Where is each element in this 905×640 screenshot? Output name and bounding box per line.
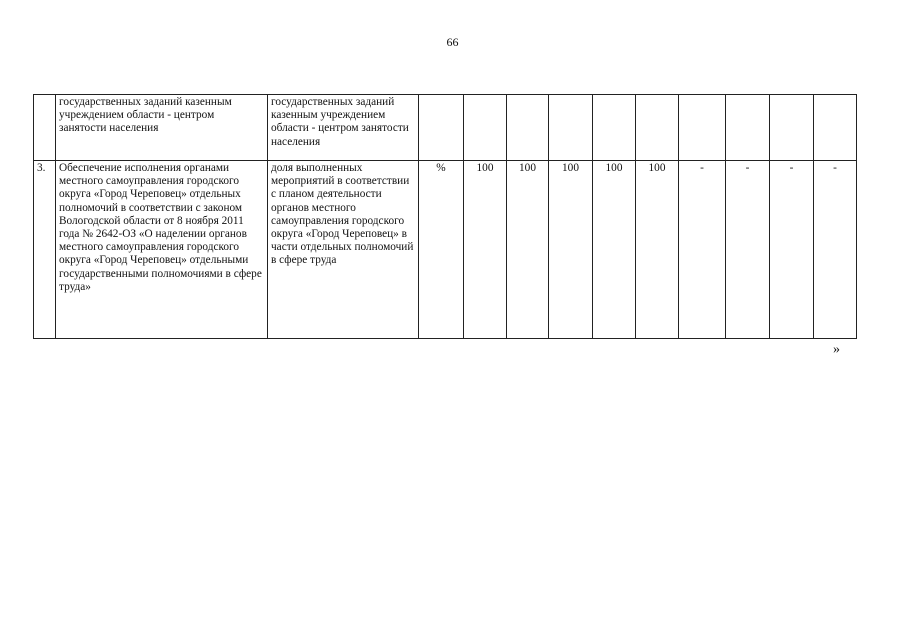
value-cell [636,95,679,161]
indicator-name: государственных заданий казенным учреждением области - центром занятости населения [268,95,419,161]
value-cell: - [726,161,770,339]
value-cell: 100 [636,161,679,339]
value-cell [679,95,726,161]
value-cell: 100 [593,161,636,339]
task-description: Обеспечение исполнения органами местного самоуправления городского округа «Город Череповец» отдельных полномочий в соответствии с законом Вологодской области от 8 ноября 2011 года № 2642-ОЗ «О наделении органов местного самоуправления городского округа «Город Череповец» отдельными государственными полномочиями в сфере труда» [56,161,268,339]
unit-cell: % [419,161,464,339]
value-cell [507,95,549,161]
closing-quote: » [833,342,840,357]
value-cell: 100 [507,161,549,339]
value-cell: - [770,161,814,339]
value-cell: - [814,161,857,339]
value-cell [814,95,857,161]
value-cell [549,95,593,161]
value-cell [464,95,507,161]
table-row [34,161,857,339]
program-indicators-table [33,94,857,339]
value-cell: 100 [464,161,507,339]
task-description: государственных заданий казенным учреждением области - центром занятости населения [56,95,268,161]
row-number: 3. [34,161,56,339]
indicator-name: доля выполненных мероприятий в соответствии с планом деятельности органов местного самоуправления городского округа «Город Череповец» в части отдельных полномочий в сфере труда [268,161,419,339]
value-cell: 100 [549,161,593,339]
value-cell [770,95,814,161]
value-cell [593,95,636,161]
page-number: 66 [446,35,459,49]
unit-cell [419,95,464,161]
table-row [34,95,857,161]
row-number [34,95,56,161]
value-cell: - [679,161,726,339]
value-cell [726,95,770,161]
